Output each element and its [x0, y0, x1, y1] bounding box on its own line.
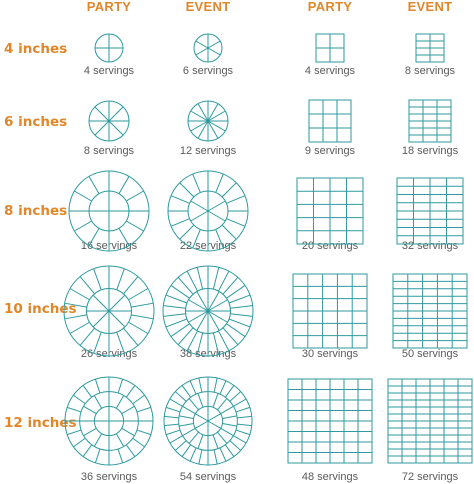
- size-label-10: 10 inches: [4, 301, 77, 317]
- size-label-8: 8 inches: [4, 203, 68, 219]
- size-label-12: 12 inches: [4, 415, 77, 431]
- square-cake-diagram: [297, 178, 363, 244]
- servings-label: 16 servings: [80, 240, 138, 252]
- servings-label: 20 servings: [301, 240, 359, 252]
- servings-label: 8 servings: [404, 65, 456, 77]
- servings-label: 36 servings: [80, 471, 138, 483]
- round-cake-diagram: [163, 266, 253, 356]
- servings-label: 48 servings: [301, 471, 359, 483]
- round-cake-diagram: [168, 171, 248, 251]
- round-cake-diagram: [65, 377, 153, 465]
- servings-label: 26 servings: [80, 348, 138, 360]
- servings-label: 32 servings: [401, 240, 459, 252]
- square-cake-diagram: [288, 379, 372, 463]
- square-cake-diagram: [293, 274, 367, 348]
- square-cake-diagram: [409, 100, 451, 142]
- servings-label: 38 servings: [179, 348, 237, 360]
- square-cake-diagram: [388, 379, 472, 463]
- servings-label: 30 servings: [301, 348, 359, 360]
- round-cake-diagram: [164, 377, 252, 465]
- header-round-party: PARTY: [86, 0, 132, 14]
- servings-label: 12 servings: [179, 145, 237, 157]
- servings-label: 6 servings: [182, 65, 234, 77]
- servings-label: 4 servings: [83, 65, 135, 77]
- round-cake-diagram: [64, 266, 154, 356]
- servings-label: 4 servings: [304, 65, 356, 77]
- servings-label: 72 servings: [401, 471, 459, 483]
- square-cake-diagram: [397, 178, 463, 244]
- square-cake-diagram: [393, 274, 467, 348]
- round-cake-diagram: [194, 34, 222, 62]
- header-square-event: EVENT: [407, 0, 453, 14]
- servings-label: 50 servings: [401, 348, 459, 360]
- servings-label: 9 servings: [304, 145, 356, 157]
- round-cake-diagram: [89, 101, 129, 141]
- round-cake-diagram: [95, 34, 123, 62]
- servings-label: 22 servings: [179, 240, 237, 252]
- servings-label: 18 servings: [401, 145, 459, 157]
- header-square-party: PARTY: [307, 0, 353, 14]
- square-cake-diagram: [416, 34, 444, 62]
- size-label-6: 6 inches: [4, 114, 68, 130]
- size-label-4: 4 inches: [4, 41, 68, 57]
- header-round-event: EVENT: [185, 0, 231, 14]
- servings-label: 8 servings: [83, 145, 135, 157]
- round-cake-diagram: [69, 171, 149, 251]
- square-cake-diagram: [309, 100, 351, 142]
- round-cake-diagram: [188, 101, 228, 141]
- servings-label: 54 servings: [179, 471, 237, 483]
- square-cake-diagram: [316, 34, 344, 62]
